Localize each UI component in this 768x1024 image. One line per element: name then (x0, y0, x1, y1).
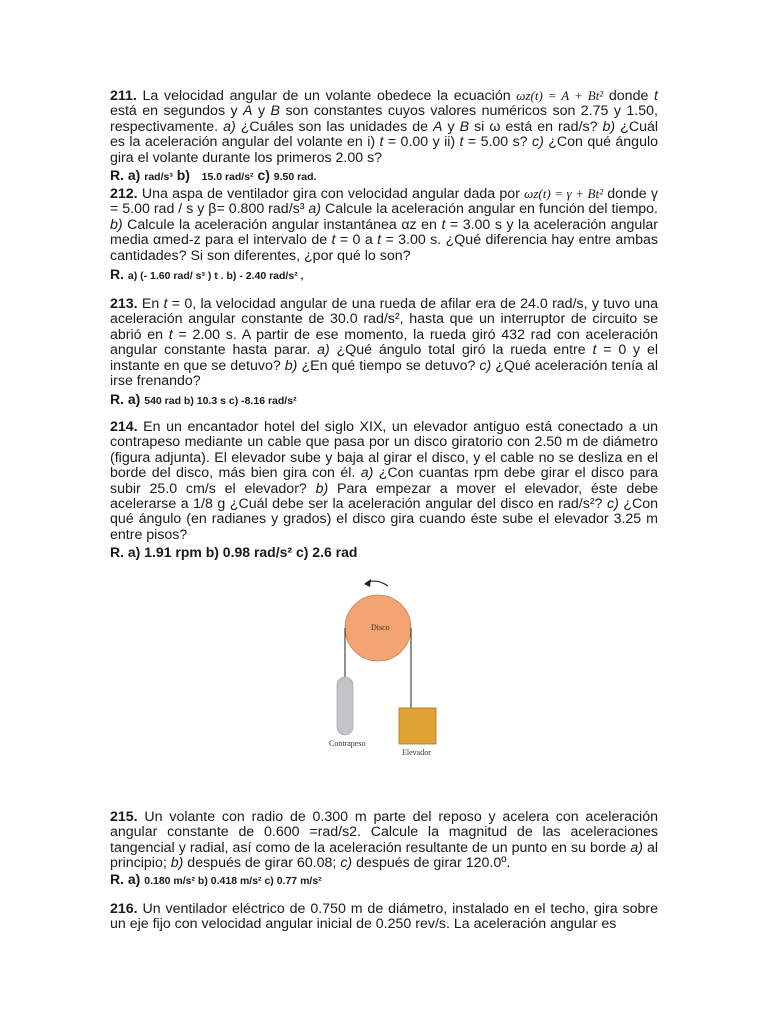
problem-number: 216. (110, 901, 138, 917)
equation: ωz(t) = A + Bt² (516, 88, 604, 103)
problem-216: 216. Un ventilador eléctrico de 0.750 m de diámetro, instalado en el techo, gira sobre un eje fijo con velocidad angular inicial de 0.250 rev/s. La aceleración angular es (110, 901, 658, 933)
answer-215: R. a) 0.180 m/s² b) 0.418 m/s² c) 0.77 m/s² (110, 871, 322, 887)
counterweight (337, 677, 353, 735)
problem-number: 213. (110, 296, 138, 312)
problem-number: 212. (110, 186, 138, 202)
problem-212: 212. Una aspa de ventilador gira con velocidad angular dada por ωz(t) = γ + Bt² donde γ = 5.00 rad / s y β= 0.800 rad/s³ a) Calcule la aceleración angular en función del tiempo. b) Calcule la aceleración angular instantánea αz en t = 3.00 s y la aceleración angular media αmed-z para el intervalo de t = 0 a t = 3.00 s. ¿Qué diferencia hay entre ambas cantidades? Si son diferentes, ¿por qué lo son? (110, 186, 659, 264)
problem-number: 215. (110, 809, 138, 825)
problem-number: 211. (110, 88, 137, 104)
elevator (399, 708, 436, 744)
counterweight-label: Contrapeso (329, 739, 366, 748)
problem-215: 215. Un volante con radio de 0.300 m parte del reposo y acelera con aceleración angular constante de 0.600 =rad/s2. Calcule la magnitud de las aceleraciones tangencial y radial, así como de la aceleración resultante de un punto en su borde a) al principio; b) después de girar 60.08; c) después de girar 120.0º. (110, 809, 659, 872)
arrow-head-icon (364, 579, 371, 587)
disk-elevator-figure (320, 575, 450, 765)
disk-label: Disco (371, 623, 390, 632)
problem-211: 211. La velocidad angular de un volante obedece la ecuación ωz(t) = A + Bt² donde t está en segundos y A y B son constantes cuyos valores numéricos son 2.75 y 1.50, respectivamente. a) ¿Cuáles son las unidades de A y B si ω está en rad/s? b) ¿Cuál es la aceleración angular del volante en i) t = 0.00 y ii) t = 5.00 s? c) ¿Con qué ángulo gira el volante durante los primeros 2.00 s? (110, 88, 659, 166)
problem-number: 214. (110, 419, 138, 435)
elevator-label: Elevador (402, 748, 431, 757)
answer-214: R. a) 1.91 rpm b) 0.98 rad/s² c) 2.6 rad (110, 544, 358, 560)
equation: ωz(t) = γ + Bt² (524, 186, 603, 201)
answer-213: R. a) 540 rad b) 10.3 s c) -8.16 rad/s² (110, 391, 297, 407)
answer-211: R. a) rad/s³ b) 15.0 rad/s² c) 9.50 rad. (110, 167, 317, 183)
problem-214: 214. En un encantador hotel del siglo XIX, un elevador antiguo está conectado a un contrapeso mediante un cable que pasa por un disco giratorio con 2.50 m de diámetro (figura adjunta). El elevador sube y baja al girar el disco, y el cable no se desliza en el borde del disco, más bien gira con él. a) ¿Con cuantas rpm debe girar el disco para subir 25.0 cm/s el elevador? b) Para empezar a mover el elevador, éste debe acelerarse a 1/8 g ¿Cuál debe ser la aceleración angular del disco en rad/s²? c) ¿Con qué ángulo (en radianes y grados) el disco gira cuando éste sube el elevador 3.25 m entre pisos? (110, 419, 659, 543)
answer-212: R. a) (- 1.60 rad/ s³ ) t . b) - 2.40 rad/s² , (110, 266, 304, 282)
problem-213: 213. En t = 0, la velocidad angular de una rueda de afilar era de 24.0 rad/s, y tuvo una aceleración angular constante de 30.0 rad/s², hasta que un interruptor de circuito se abrió en t = 2.00 s. A partir de ese momento, la rueda giró 432 rad con aceleración angular constante hasta parar. a) ¿Qué ángulo total giró la rueda entre t = 0 y el instante en que se detuvo? b) ¿En qué tiempo se detuvo? c) ¿Qué aceleración tenía al irse frenando? (110, 296, 658, 390)
